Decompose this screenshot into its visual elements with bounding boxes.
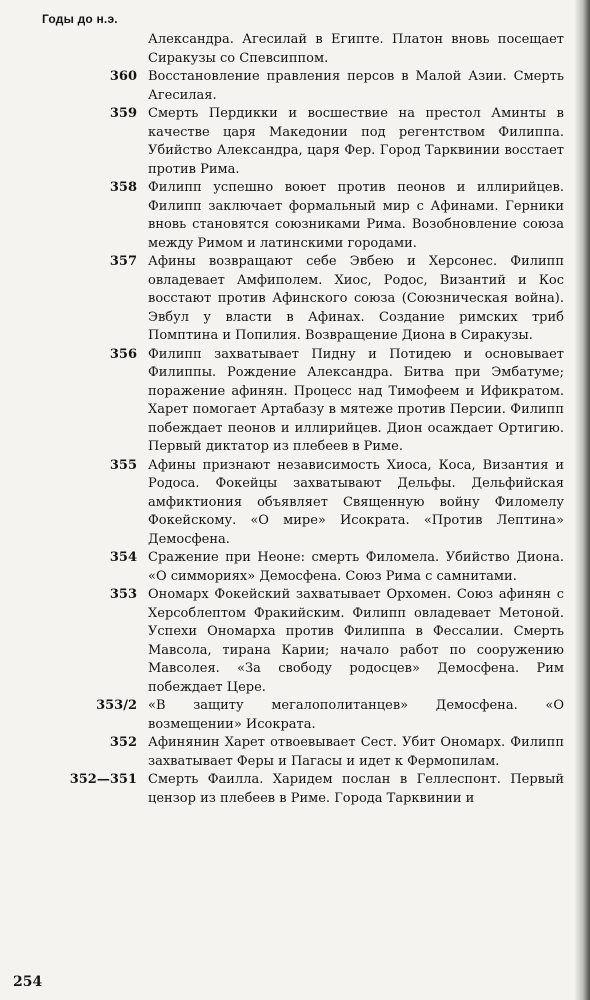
entry-year: 353/2 — [96, 698, 137, 713]
entry-year: 357 — [109, 254, 137, 269]
entry-text: «В защиту мегалополитанцев» Демосфена. «О возмещении» Исократа. — [148, 698, 564, 732]
page-number: 254 — [13, 974, 43, 990]
entry-year: 356 — [109, 346, 137, 362]
chronology-entry — [0, 68, 590, 105]
chronology-entry — [0, 31, 590, 68]
entry-text: Афины возвращают себе Эвбею и Херсонес. Филипп овладевает Амфиполем. Хиос, Родос, Византий и Кос восстают против Афинского союза (Союзническая война). Эвбул у власти в Афинах. Создание римских триб Помптина и Попилия. Возвращение Диона в Сиракузы. — [148, 254, 564, 343]
chronology-entry — [0, 253, 590, 346]
page-binding-shadow — [574, 0, 590, 1000]
chronology-entry — [0, 457, 590, 550]
entry-text: Смерть Пердикки и восшествие на престол Аминты в качестве царя Македонии под регентством Филиппа. Убийство Александра, царя Фер. Город Тарквинии восстает против Рима. — [148, 106, 564, 177]
entry-text: Афинянин Харет отвоевывает Сест. Убит Ономарх. Филипп захватывает Феры и Пагасы и идет к Фермопилам. — [148, 735, 564, 769]
entry-text: Афины признают независимость Хиоса, Коса, Византия и Родоса. Фокейцы захватывают Дельфы. Дельфийская амфиктиония объявляет Священную войну Филомелу Фокейскому. «О мире» Исократа. «Против Лептина» Демосфена. — [148, 457, 564, 547]
entry-year: 352—351 — [69, 772, 137, 787]
running-header: Годы до н.э. — [42, 12, 118, 26]
chronology-entry — [0, 105, 590, 179]
entry-year: 359 — [109, 106, 137, 121]
chronology-entry — [0, 697, 590, 734]
entry-year: 354 — [109, 550, 137, 565]
entry-text: Ономарх Фокейский захватывает Орхомен. Союз афинян с Херсоблептом Фракийским. Филипп овладевает Метоной. Успехи Ономарха против Филиппа в Фессалии. Смерть Мавсола, тирана Карии; начало работ по сооружению Мавсолея. «За свободу родосцев» Демосфена. Рим побеждает Цере. — [148, 587, 564, 695]
entry-text: Сражение при Неоне: смерть Филомела. Убийство Диона. «О симмориях» Демосфена. Союз Рима с самнитами. — [148, 550, 564, 584]
entry-text: Филипп успешно воюет против пеонов и иллирийцев. Филипп заключает формальный мир с Афинами. Герники вновь становятся союзниками Рима. Возобновление союза между Римом и латинскими городами. — [148, 180, 564, 251]
entry-year: 360 — [109, 69, 137, 84]
chronology-entry — [0, 771, 590, 808]
entry-text: Восстановление правления персов в Малой Азии. Смерть Агесилая. — [148, 69, 564, 103]
entry-text: Смерть Фаилла. Харидем послан в Геллеспонт. Первый цензор из плебеев в Риме. Города Тарквинии и — [148, 772, 564, 806]
chronology-entry — [0, 346, 590, 457]
entry-text: Александра. Агесилай в Египте. Платон вновь посещает Сиракузы со Спевсиппом. — [148, 32, 564, 66]
entry-text: Филипп захватывает Пидну и Потидею и основывает Филиппы. Рождение Александра. Битва при Эмбатуме; поражение афинян. Процесс над Тимофеем и Ификратом. Харет помогает Артабазу в мятеже против Персии. Филипп побеждает пеонов и иллирийцев. Дион осаждает Ортигию. Первый диктатор из плебеев в Риме. — [148, 346, 564, 454]
chronology-entry — [0, 586, 590, 697]
entry-year: 358 — [109, 180, 137, 195]
entry-year: 355 — [109, 457, 137, 473]
entry-year: 353 — [109, 587, 137, 602]
entry-year: 352 — [109, 735, 137, 750]
chronology-entry — [0, 179, 590, 253]
chronology-entry — [0, 549, 590, 586]
chronology-entry — [0, 734, 590, 771]
chronology-list — [0, 31, 590, 808]
